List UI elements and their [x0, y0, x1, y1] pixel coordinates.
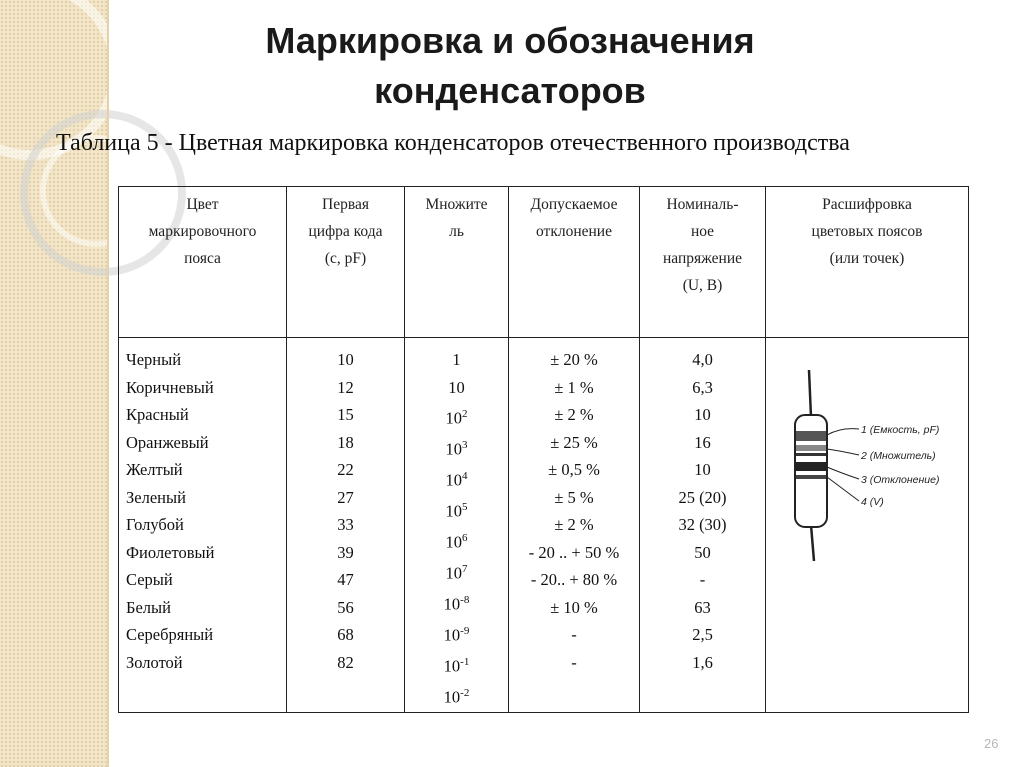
voltage-value: 10: [694, 460, 711, 479]
voltage-column: [640, 338, 766, 713]
tolerance-value: - 20.. + 80 %: [530, 570, 618, 589]
band-2b: [796, 453, 826, 456]
color-name: Серый: [126, 570, 173, 589]
multiplier-base: 10: [445, 532, 462, 552]
tolerance-value: -: [571, 652, 577, 672]
voltage-value: 6,3: [692, 377, 713, 397]
table-header-row: [119, 187, 969, 338]
tolerance-value: ± 1 %: [554, 377, 594, 397]
leader-line-4: [827, 477, 859, 501]
first-digit-column: [287, 338, 405, 713]
multiplier-value: [406, 556, 507, 587]
band-1: [796, 431, 826, 441]
multiplier-exponent: 3: [462, 439, 468, 451]
diagram-label-1: 1 (Емкость, pF): [861, 424, 940, 436]
multiplier-exponent: 4: [462, 470, 468, 482]
diagram-label-2: 2 (Множитель): [861, 450, 936, 462]
first-digit-value: 12: [337, 377, 354, 397]
multiplier-value: [406, 680, 507, 711]
tolerance-value: ± 0,5 %: [548, 460, 600, 479]
capacitor-bottom-lead: [811, 525, 814, 561]
color-column: [119, 338, 287, 713]
tolerance-value: ± 25 %: [550, 432, 598, 452]
leader-line-3: [827, 467, 859, 479]
color-name: Желтый: [126, 460, 183, 479]
multiplier-base: 1: [452, 350, 461, 369]
capacitor-diagram: [771, 365, 966, 565]
color-name: Зеленый: [126, 487, 186, 507]
multiplier-exponent: -8: [460, 594, 470, 606]
color-name: Оранжевый: [126, 432, 209, 452]
voltage-value: 2,5: [692, 625, 713, 644]
voltage-value: 10: [694, 405, 711, 424]
decorative-sidebar: [0, 0, 108, 767]
table-body-row: [119, 338, 969, 713]
diagram-label-3: 3 (Отклонение): [861, 474, 940, 486]
multiplier-exponent: 6: [462, 532, 468, 544]
multiplier-value: [406, 494, 507, 525]
page-number: 26: [984, 736, 999, 751]
header-multiplier: Множите ль: [405, 187, 509, 338]
multiplier-value: [406, 587, 507, 618]
tolerance-value: ± 10 %: [550, 597, 598, 617]
voltage-value: 16: [694, 432, 711, 452]
band-2: [796, 445, 826, 451]
tolerance-value: -: [571, 625, 577, 644]
tolerance-value: ± 5 %: [554, 487, 594, 507]
color-name: Серебряный: [126, 625, 214, 644]
leader-line-2: [827, 449, 859, 455]
color-name: Коричневый: [126, 377, 214, 397]
color-name: Белый: [126, 597, 171, 617]
multiplier-exponent: -1: [460, 656, 470, 668]
multiplier-value: [406, 618, 507, 649]
multiplier-base: 10: [443, 594, 461, 614]
multiplier-exponent: 2: [462, 408, 468, 420]
color-name: Голубой: [126, 515, 184, 534]
first-digit-value: 15: [337, 405, 354, 424]
multiplier-base: 10: [445, 470, 462, 490]
multiplier-value: [406, 649, 507, 680]
first-digit-value: 22: [337, 460, 354, 479]
header-first-digit: Первая цифра кода (с, pF): [287, 187, 405, 338]
multiplier-value: [406, 432, 507, 463]
multiplier-base: 10: [448, 377, 465, 397]
first-digit-value: 68: [337, 625, 354, 644]
title-line-2: конденсаторов: [374, 70, 646, 111]
voltage-value: 50: [694, 542, 711, 562]
first-digit-value: 33: [337, 515, 354, 534]
capacitor-color-table: [118, 186, 969, 713]
multiplier-base: 10: [445, 439, 462, 459]
header-tolerance: Допускаемое отклонение: [509, 187, 640, 338]
header-voltage: Номиналь- ное напряжение (U, B): [640, 187, 766, 338]
multiplier-value: [406, 346, 507, 374]
diagram-label-4: 4 (V): [861, 496, 884, 508]
leader-line-1: [827, 429, 859, 435]
tolerance-column: [509, 338, 640, 713]
band-4: [796, 475, 826, 479]
first-digit-value: 27: [337, 487, 354, 507]
multiplier-value: [406, 463, 507, 494]
voltage-value: -: [699, 570, 706, 589]
voltage-value: 1,6: [692, 652, 713, 672]
multiplier-base: 10: [443, 625, 461, 645]
first-digit-value: 56: [337, 597, 354, 617]
multiplier-exponent: -9: [460, 625, 470, 637]
tolerance-value: - 20 .. + 50 %: [528, 542, 620, 562]
header-color: Цвет маркировочного пояса: [119, 187, 287, 338]
first-digit-value: 82: [337, 652, 354, 672]
multiplier-base: 10: [445, 408, 462, 428]
multiplier-exponent: 5: [462, 501, 468, 513]
multiplier-value: [406, 401, 507, 432]
tolerance-value: ± 20 %: [550, 350, 598, 369]
first-digit-value: 18: [337, 432, 354, 452]
capacitor-diagram-cell: [766, 338, 969, 713]
title-line-1: Маркировка и обозначения: [265, 20, 755, 61]
slide-title: [120, 16, 900, 116]
multiplier-column: [405, 338, 509, 713]
multiplier-value: [406, 374, 507, 402]
multiplier-exponent: 7: [462, 563, 468, 575]
voltage-value: 32 (30): [678, 515, 727, 534]
tolerance-value: ± 2 %: [554, 405, 594, 424]
color-name: Красный: [126, 405, 189, 424]
band-3: [796, 462, 826, 471]
header-decoding: Расшифровка цветовых поясов (или точек): [766, 187, 969, 338]
multiplier-base: 10: [443, 656, 461, 676]
multiplier-base: 10: [443, 687, 461, 707]
multiplier-base: 10: [445, 501, 462, 521]
sidebar-divider: [107, 0, 109, 767]
color-name: Фиолетовый: [126, 542, 215, 562]
capacitor-top-lead: [809, 370, 811, 417]
first-digit-value: 10: [337, 350, 354, 369]
multiplier-exponent: -2: [460, 687, 470, 699]
tolerance-value: ± 2 %: [554, 515, 594, 534]
table-caption: Таблица 5 - Цветная маркировка конденсаторов отечественного производства: [56, 130, 850, 156]
color-name: Золотой: [126, 652, 183, 672]
first-digit-value: 39: [337, 542, 354, 562]
voltage-value: 4,0: [692, 350, 713, 369]
first-digit-value: 47: [337, 570, 354, 589]
voltage-value: 25 (20): [678, 487, 727, 507]
voltage-value: 63: [694, 597, 711, 617]
color-name: Черный: [126, 350, 182, 369]
multiplier-base: 10: [445, 563, 462, 583]
multiplier-value: [406, 525, 507, 556]
